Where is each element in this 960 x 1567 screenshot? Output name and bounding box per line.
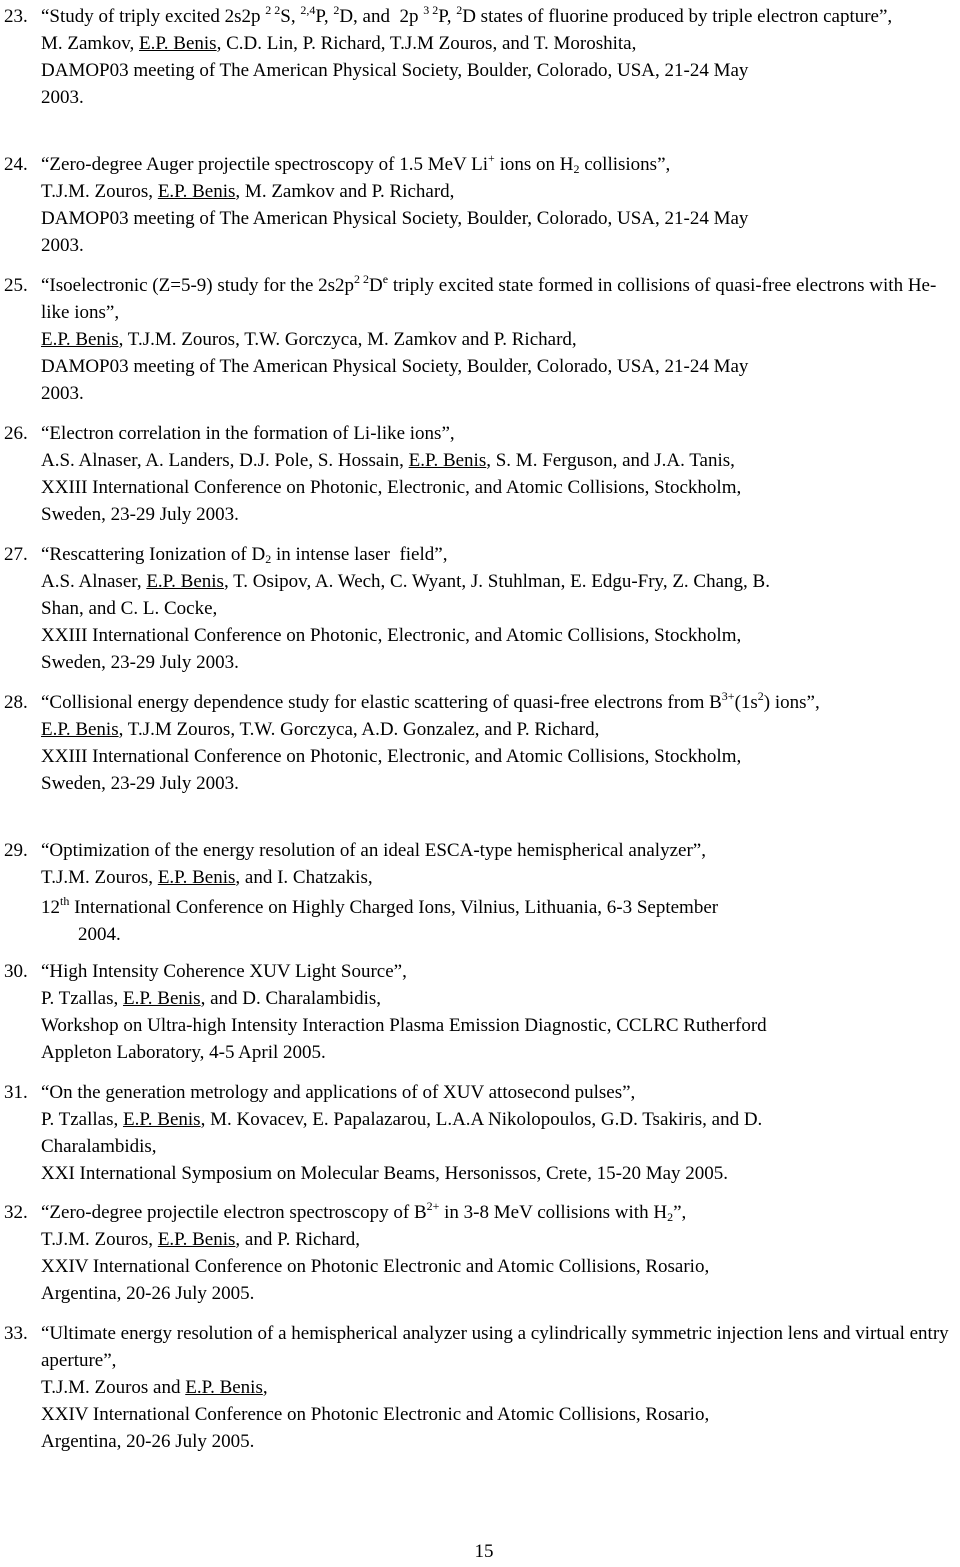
entry-title: “Study of triply excited 2s2p $^{2 2}$S, $^{2,4}$P, $^2$D, and 2p $^{3 2}$P, $^2$D states of fluorine produced by triple electron capture”,: [41, 3, 893, 27]
entry-year: 2003.: [41, 87, 84, 108]
entry-venue: DAMOP03 meeting of The American Physical Society, Boulder, Colorado, USA, 21-24 May: [41, 208, 749, 229]
entry-title: “Collisional energy dependence study for elastic scattering of quasi-free electrons from $B^{3+}(1s^2)$ ions”,: [41, 689, 820, 713]
entry-number: 30.: [4, 961, 28, 982]
entry-title: “Optimization of the energy resolution of an ideal ESCA-type hemispherical analyzer”,: [41, 840, 706, 861]
entry-venue: XXIV International Conference on Photonic Electronic and Atomic Collisions, Rosario,: [41, 1404, 710, 1425]
entry-number: 28.: [4, 692, 28, 713]
entry-venue: XXIII International Conference on Photonic, Electronic, and Atomic Collisions, Stockholm,: [41, 477, 742, 498]
author-link-benis[interactable]: E.P. Benis: [122, 988, 201, 1009]
entry-venue-location: Appleton Laboratory, 4-5 April 2005.: [41, 1042, 326, 1063]
entry-year: 2004.: [78, 924, 121, 945]
entry-number: 32.: [4, 1202, 28, 1223]
entry-year: 2003.: [41, 235, 84, 256]
entry-authors: E.P. Benis, T.J.M. Zouros, T.W. Gorczyca, M. Zamkov and P. Richard,: [41, 329, 577, 350]
author-link-benis[interactable]: E.P. Benis: [185, 1377, 263, 1398]
entry-title: “Isoelectronic (Z=5-9) study for the $2s2p^{2 2}De$ triply excited state formed in collisions of quasi-free electrons with He-like ions”,: [41, 272, 937, 323]
entry-number: 24.: [4, 154, 28, 175]
entry-venue: XXIV International Conference on Photonic Electronic and Atomic Collisions, Rosario,: [41, 1256, 710, 1277]
entry-authors: T.J.M. Zouros, E.P. Benis, M. Zamkov and P. Richard,: [41, 181, 455, 202]
author-link-benis[interactable]: E.P. Benis: [41, 719, 119, 740]
entry-number: 33.: [4, 1323, 28, 1344]
author-link-benis[interactable]: E.P. Benis: [157, 181, 236, 202]
entry-title: “Electron correlation in the formation of Li-like ions”,: [41, 423, 455, 444]
entry-venue: XXIII International Conference on Photonic, Electronic, and Atomic Collisions, Stockholm,: [41, 746, 742, 767]
entry-authors: A.S. Alnaser, A. Landers, D.J. Pole, S. Hossain, E.P. Benis, S. M. Ferguson, and J.A. Tanis,: [41, 450, 735, 471]
page-number: 15: [474, 1541, 494, 1562]
entry-authors: T.J.M. Zouros, E.P. Benis, and I. Chatzakis,: [41, 867, 373, 888]
entry-venue: Workshop on Ultra-high Intensity Interaction Plasma Emission Diagnostic, CCLRC Rutherford: [41, 1015, 767, 1036]
entry-venue: DAMOP03 meeting of The American Physical Society, Boulder, Colorado, USA, 21-24 May: [41, 356, 749, 377]
entry-number: 26.: [4, 423, 28, 444]
entry-year: 2003.: [41, 383, 84, 404]
entry-venue: 12th International Conference on Highly Charged Ions, Vilnius, Lithuania, 6-3 September: [41, 894, 719, 918]
author-link-benis[interactable]: E.P. Benis: [138, 33, 217, 54]
entry-authors: T.J.M. Zouros and E.P. Benis,: [41, 1377, 268, 1398]
entry-venue: XXIII International Conference on Photonic, Electronic, and Atomic Collisions, Stockholm,: [41, 625, 742, 646]
entry-authors: P. Tzallas, E.P. Benis, M. Kovacev, E. Papalazarou, L.A.A Nikolopoulos, G.D. Tsakiris, and D.: [41, 1109, 763, 1130]
entry-number: 31.: [4, 1082, 28, 1103]
entry-authors: M. Zamkov, E.P. Benis, C.D. Lin, P. Richard, T.J.M Zouros, and T. Moroshita,: [41, 33, 637, 54]
author-link-benis[interactable]: E.P. Benis: [408, 450, 487, 471]
author-link-benis[interactable]: E.P. Benis: [157, 1229, 236, 1250]
entry-title: “On the generation metrology and applications of of XUV attosecond pulses”,: [41, 1082, 636, 1103]
entry-number: 23.: [4, 6, 28, 27]
author-link-benis[interactable]: E.P. Benis: [146, 571, 224, 592]
entry-authors: E.P. Benis, T.J.M Zouros, T.W. Gorczyca, A.D. Gonzalez, and P. Richard,: [41, 719, 600, 740]
entry-number: 29.: [4, 840, 28, 861]
entry-number: 25.: [4, 275, 28, 296]
entry-venue-location: Argentina, 20-26 July 2005.: [41, 1283, 255, 1304]
author-link-benis[interactable]: E.P. Benis: [41, 329, 119, 350]
entry-authors-cont: Charalambidis,: [41, 1136, 157, 1157]
entry-venue-location: Argentina, 20-26 July 2005.: [41, 1431, 255, 1452]
entry-authors: A.S. Alnaser, E.P. Benis, T. Osipov, A. Wech, C. Wyant, J. Stuhlman, E. Edgu-Fry, Z. Chang, B.: [41, 571, 770, 592]
entry-authors: P. Tzallas, E.P. Benis, and D. Charalambidis,: [41, 988, 382, 1009]
entry-title: “High Intensity Coherence XUV Light Source”,: [41, 961, 407, 982]
entry-venue-location: Sweden, 23-29 July 2003.: [41, 773, 239, 794]
author-link-benis[interactable]: E.P. Benis: [122, 1109, 201, 1130]
entry-title: “Zero-degree projectile electron spectroscopy of $B^{2+}$ in 3-8 MeV collisions with $H_2$”,: [41, 1199, 687, 1224]
entry-title: “Rescattering Ionization of $D_2$ in intense laser field”,: [41, 544, 448, 566]
entry-authors-cont: Shan, and C. L. Cocke,: [41, 598, 218, 619]
entry-authors: T.J.M. Zouros, E.P. Benis, and P. Richard,: [41, 1229, 360, 1250]
entry-venue-location: Sweden, 23-29 July 2003.: [41, 504, 239, 525]
entry-title: “Zero-degree Auger projectile spectroscopy of 1.5 MeV Li+ ions on $H_2$ collisions”,: [41, 151, 671, 176]
entry-title: “Ultimate energy resolution of a hemispherical analyzer using a cylindrically symmetric injection lens and virtual entry aperture”,: [41, 1323, 949, 1371]
entry-venue: XXI International Symposium on Molecular Beams, Hersonissos, Crete, 15-20 May 2005.: [41, 1163, 729, 1184]
entry-venue: DAMOP03 meeting of The American Physical Society, Boulder, Colorado, USA, 21-24 May: [41, 60, 749, 81]
entry-venue-location: Sweden, 23-29 July 2003.: [41, 652, 239, 673]
author-link-benis[interactable]: E.P. Benis: [157, 867, 236, 888]
entry-number: 27.: [4, 544, 28, 565]
